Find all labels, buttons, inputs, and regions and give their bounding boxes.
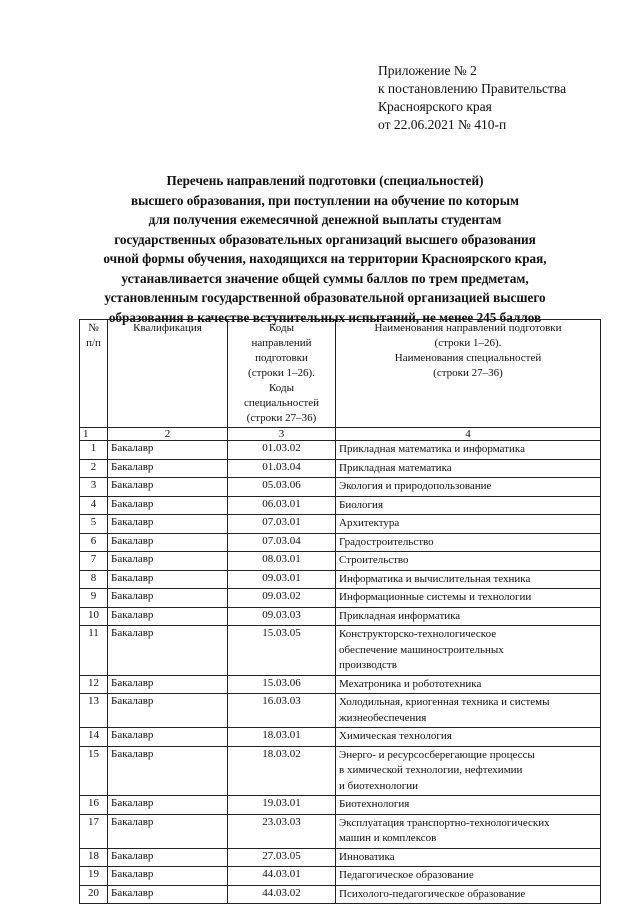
row-code: 44.03.02 bbox=[228, 885, 336, 904]
row-code: 15.03.06 bbox=[228, 675, 336, 694]
program-name-line: жизнеобеспечения bbox=[339, 711, 427, 724]
table-body bbox=[80, 441, 601, 904]
row-code: 19.03.01 bbox=[228, 796, 336, 815]
row-qualification: Бакалавр bbox=[108, 478, 228, 497]
row-number: 4 bbox=[80, 496, 108, 515]
row-number: 16 bbox=[80, 796, 108, 815]
row-qualification: Бакалавр bbox=[108, 796, 228, 815]
row-code: 27.03.05 bbox=[228, 848, 336, 867]
row-number: 6 bbox=[80, 533, 108, 552]
table-row bbox=[80, 570, 601, 589]
table-row bbox=[80, 459, 601, 478]
table-row bbox=[80, 746, 601, 796]
program-name-line: Строительство bbox=[339, 554, 409, 566]
title-line: образования в качестве вступительных испытаний, не менее 245 баллов bbox=[108, 309, 542, 325]
row-qualification: Бакалавр bbox=[108, 515, 228, 534]
row-program-name bbox=[336, 441, 601, 460]
row-program-name bbox=[336, 589, 601, 608]
program-name-line: машин и комплексов bbox=[339, 832, 437, 844]
row-qualification: Бакалавр bbox=[108, 533, 228, 552]
row-number: 17 bbox=[80, 814, 108, 848]
resolution-date: от 22.06.2021 № 410-п bbox=[378, 117, 507, 132]
column-number: 2 bbox=[108, 428, 228, 441]
row-program-name bbox=[336, 746, 601, 796]
row-program-name bbox=[336, 885, 601, 904]
table-row bbox=[80, 441, 601, 460]
row-program-name bbox=[336, 814, 601, 848]
row-code: 07.03.04 bbox=[228, 533, 336, 552]
row-number: 20 bbox=[80, 885, 108, 904]
program-name-line: Информатика и вычислительная техника bbox=[339, 572, 531, 585]
row-code: 09.03.02 bbox=[228, 589, 336, 608]
title-line: государственных образовательных организаций высшего образования bbox=[114, 231, 536, 247]
row-code: 15.03.05 bbox=[228, 626, 336, 676]
row-program-name bbox=[336, 515, 601, 534]
row-program-name bbox=[336, 694, 601, 728]
program-name-line: Мехатроника и робототехника bbox=[339, 677, 482, 690]
row-program-name bbox=[336, 496, 601, 515]
column-number: 1 bbox=[80, 428, 108, 441]
document-header bbox=[378, 62, 628, 134]
document-title bbox=[40, 171, 610, 327]
row-program-name bbox=[336, 607, 601, 626]
column-number-row bbox=[80, 428, 601, 441]
row-code: 07.03.01 bbox=[228, 515, 336, 534]
row-program-name bbox=[336, 728, 601, 747]
row-qualification: Бакалавр bbox=[108, 814, 228, 848]
row-program-name bbox=[336, 675, 601, 694]
row-program-name bbox=[336, 478, 601, 497]
header-num: № п/п bbox=[80, 320, 108, 428]
program-name-line: Биология bbox=[339, 498, 384, 511]
row-code: 09.03.03 bbox=[228, 607, 336, 626]
row-number: 8 bbox=[80, 570, 108, 589]
row-qualification: Бакалавр bbox=[108, 746, 228, 796]
program-name-line: Архитектура bbox=[339, 517, 400, 529]
row-number: 7 bbox=[80, 552, 108, 571]
row-qualification: Бакалавр bbox=[108, 589, 228, 608]
row-qualification: Бакалавр bbox=[108, 496, 228, 515]
program-name-line: производств bbox=[339, 659, 397, 671]
column-number: 4 bbox=[336, 428, 601, 441]
appendix-label: Приложение № 2 bbox=[378, 63, 477, 78]
row-code: 01.03.04 bbox=[228, 459, 336, 478]
row-number: 10 bbox=[80, 607, 108, 626]
row-code: 23.03.03 bbox=[228, 814, 336, 848]
table-row bbox=[80, 515, 601, 534]
row-program-name bbox=[336, 552, 601, 571]
program-name-line: Прикладная математика и информатика bbox=[339, 443, 525, 455]
row-code: 01.03.02 bbox=[228, 441, 336, 460]
row-number: 5 bbox=[80, 515, 108, 534]
row-qualification: Бакалавр bbox=[108, 675, 228, 694]
row-number: 18 bbox=[80, 848, 108, 867]
header-codes: Коды направлений подготовки (строки 1–26). Коды специальностей (строки 27–36) bbox=[228, 320, 336, 428]
table-row bbox=[80, 728, 601, 747]
row-code: 18.03.01 bbox=[228, 728, 336, 747]
row-qualification: Бакалавр bbox=[108, 459, 228, 478]
resolution-ref: к постановлению Правительства bbox=[378, 81, 567, 96]
header-qualification: Квалификация bbox=[108, 320, 228, 428]
row-program-name bbox=[336, 570, 601, 589]
table-row bbox=[80, 796, 601, 815]
row-number: 11 bbox=[80, 626, 108, 676]
row-number: 19 bbox=[80, 867, 108, 886]
table-row bbox=[80, 478, 601, 497]
row-code: 08.03.01 bbox=[228, 552, 336, 571]
row-program-name bbox=[336, 796, 601, 815]
table-row bbox=[80, 589, 601, 608]
program-name-line: Градостроительство bbox=[339, 535, 434, 548]
row-qualification: Бакалавр bbox=[108, 848, 228, 867]
program-name-line: Химическая технология bbox=[339, 730, 452, 742]
program-name-line: Прикладная информатика bbox=[339, 609, 461, 622]
row-number: 14 bbox=[80, 728, 108, 747]
program-name-line: Экология и природопользование bbox=[339, 480, 492, 492]
program-name-line: Конструкторско-технологическое bbox=[339, 628, 497, 640]
row-program-name bbox=[336, 848, 601, 867]
row-program-name bbox=[336, 626, 601, 676]
table-row bbox=[80, 848, 601, 867]
row-number: 9 bbox=[80, 589, 108, 608]
programs-table bbox=[79, 319, 601, 904]
program-name-line: Информационные системы и технологии bbox=[339, 591, 532, 603]
title-line: для получения ежемесячной денежной выплаты студентам bbox=[148, 212, 502, 227]
table-header-row bbox=[80, 320, 601, 428]
row-qualification: Бакалавр bbox=[108, 570, 228, 589]
title-line: очной формы обучения, находящихся на территории Красноярского края, bbox=[103, 251, 547, 266]
table-row bbox=[80, 496, 601, 515]
title-line: устанавливается значение общей суммы баллов по трем предметам, bbox=[121, 270, 529, 286]
program-name-line: Прикладная математика bbox=[339, 461, 452, 474]
table-row bbox=[80, 885, 601, 904]
row-qualification: Бакалавр bbox=[108, 867, 228, 886]
program-name-line: Холодильная, криогенная техника и системы bbox=[339, 696, 550, 708]
program-name-line: обеспечение машиностроительных bbox=[339, 643, 504, 656]
program-name-line: Психолого-педагогическое образование bbox=[339, 887, 526, 900]
program-name-line: Эксплуатация транспортно-технологических bbox=[339, 816, 550, 829]
row-code: 44.03.01 bbox=[228, 867, 336, 886]
title-line: установленным государственной образовательной организацией высшего bbox=[104, 290, 546, 305]
region-ref: Красноярского края bbox=[378, 99, 492, 114]
table-row bbox=[80, 694, 601, 728]
title-line: высшего образования, при поступлении на обучение по которым bbox=[130, 192, 519, 208]
row-code: 18.03.02 bbox=[228, 746, 336, 796]
row-program-name bbox=[336, 533, 601, 552]
row-code: 06.03.01 bbox=[228, 496, 336, 515]
program-name-line: Педагогическое образование bbox=[339, 869, 474, 881]
title-line: Перечень направлений подготовки (специальностей) bbox=[166, 173, 484, 188]
table-row bbox=[80, 607, 601, 626]
row-code: 09.03.01 bbox=[228, 570, 336, 589]
table-row bbox=[80, 533, 601, 552]
column-number: 3 bbox=[228, 428, 336, 441]
table-row bbox=[80, 867, 601, 886]
row-number: 1 bbox=[80, 441, 108, 460]
program-name-line: Биотехнология bbox=[339, 798, 410, 810]
program-name-line: в химической технологии, нефтехимии bbox=[339, 764, 523, 776]
row-qualification: Бакалавр bbox=[108, 885, 228, 904]
row-qualification: Бакалавр bbox=[108, 441, 228, 460]
program-name-line: Инноватика bbox=[339, 850, 395, 863]
row-number: 2 bbox=[80, 459, 108, 478]
row-qualification: Бакалавр bbox=[108, 728, 228, 747]
table-row bbox=[80, 814, 601, 848]
row-qualification: Бакалавр bbox=[108, 626, 228, 676]
program-name-line: и биотехнологии bbox=[339, 779, 419, 792]
row-qualification: Бакалавр bbox=[108, 607, 228, 626]
row-number: 12 bbox=[80, 675, 108, 694]
table-row bbox=[80, 675, 601, 694]
row-qualification: Бакалавр bbox=[108, 694, 228, 728]
row-program-name bbox=[336, 867, 601, 886]
row-number: 3 bbox=[80, 478, 108, 497]
row-qualification: Бакалавр bbox=[108, 552, 228, 571]
row-number: 15 bbox=[80, 746, 108, 796]
program-name-line: Энерго- и ресурсосберегающие процессы bbox=[339, 748, 535, 761]
row-program-name bbox=[336, 459, 601, 478]
table-row bbox=[80, 626, 601, 676]
row-number: 13 bbox=[80, 694, 108, 728]
table-row bbox=[80, 552, 601, 571]
row-code: 05.03.06 bbox=[228, 478, 336, 497]
header-names: Наименования направлений подготовки (строки 1–26). Наименования специальностей (строки 27–36) bbox=[336, 320, 601, 428]
row-code: 16.03.03 bbox=[228, 694, 336, 728]
